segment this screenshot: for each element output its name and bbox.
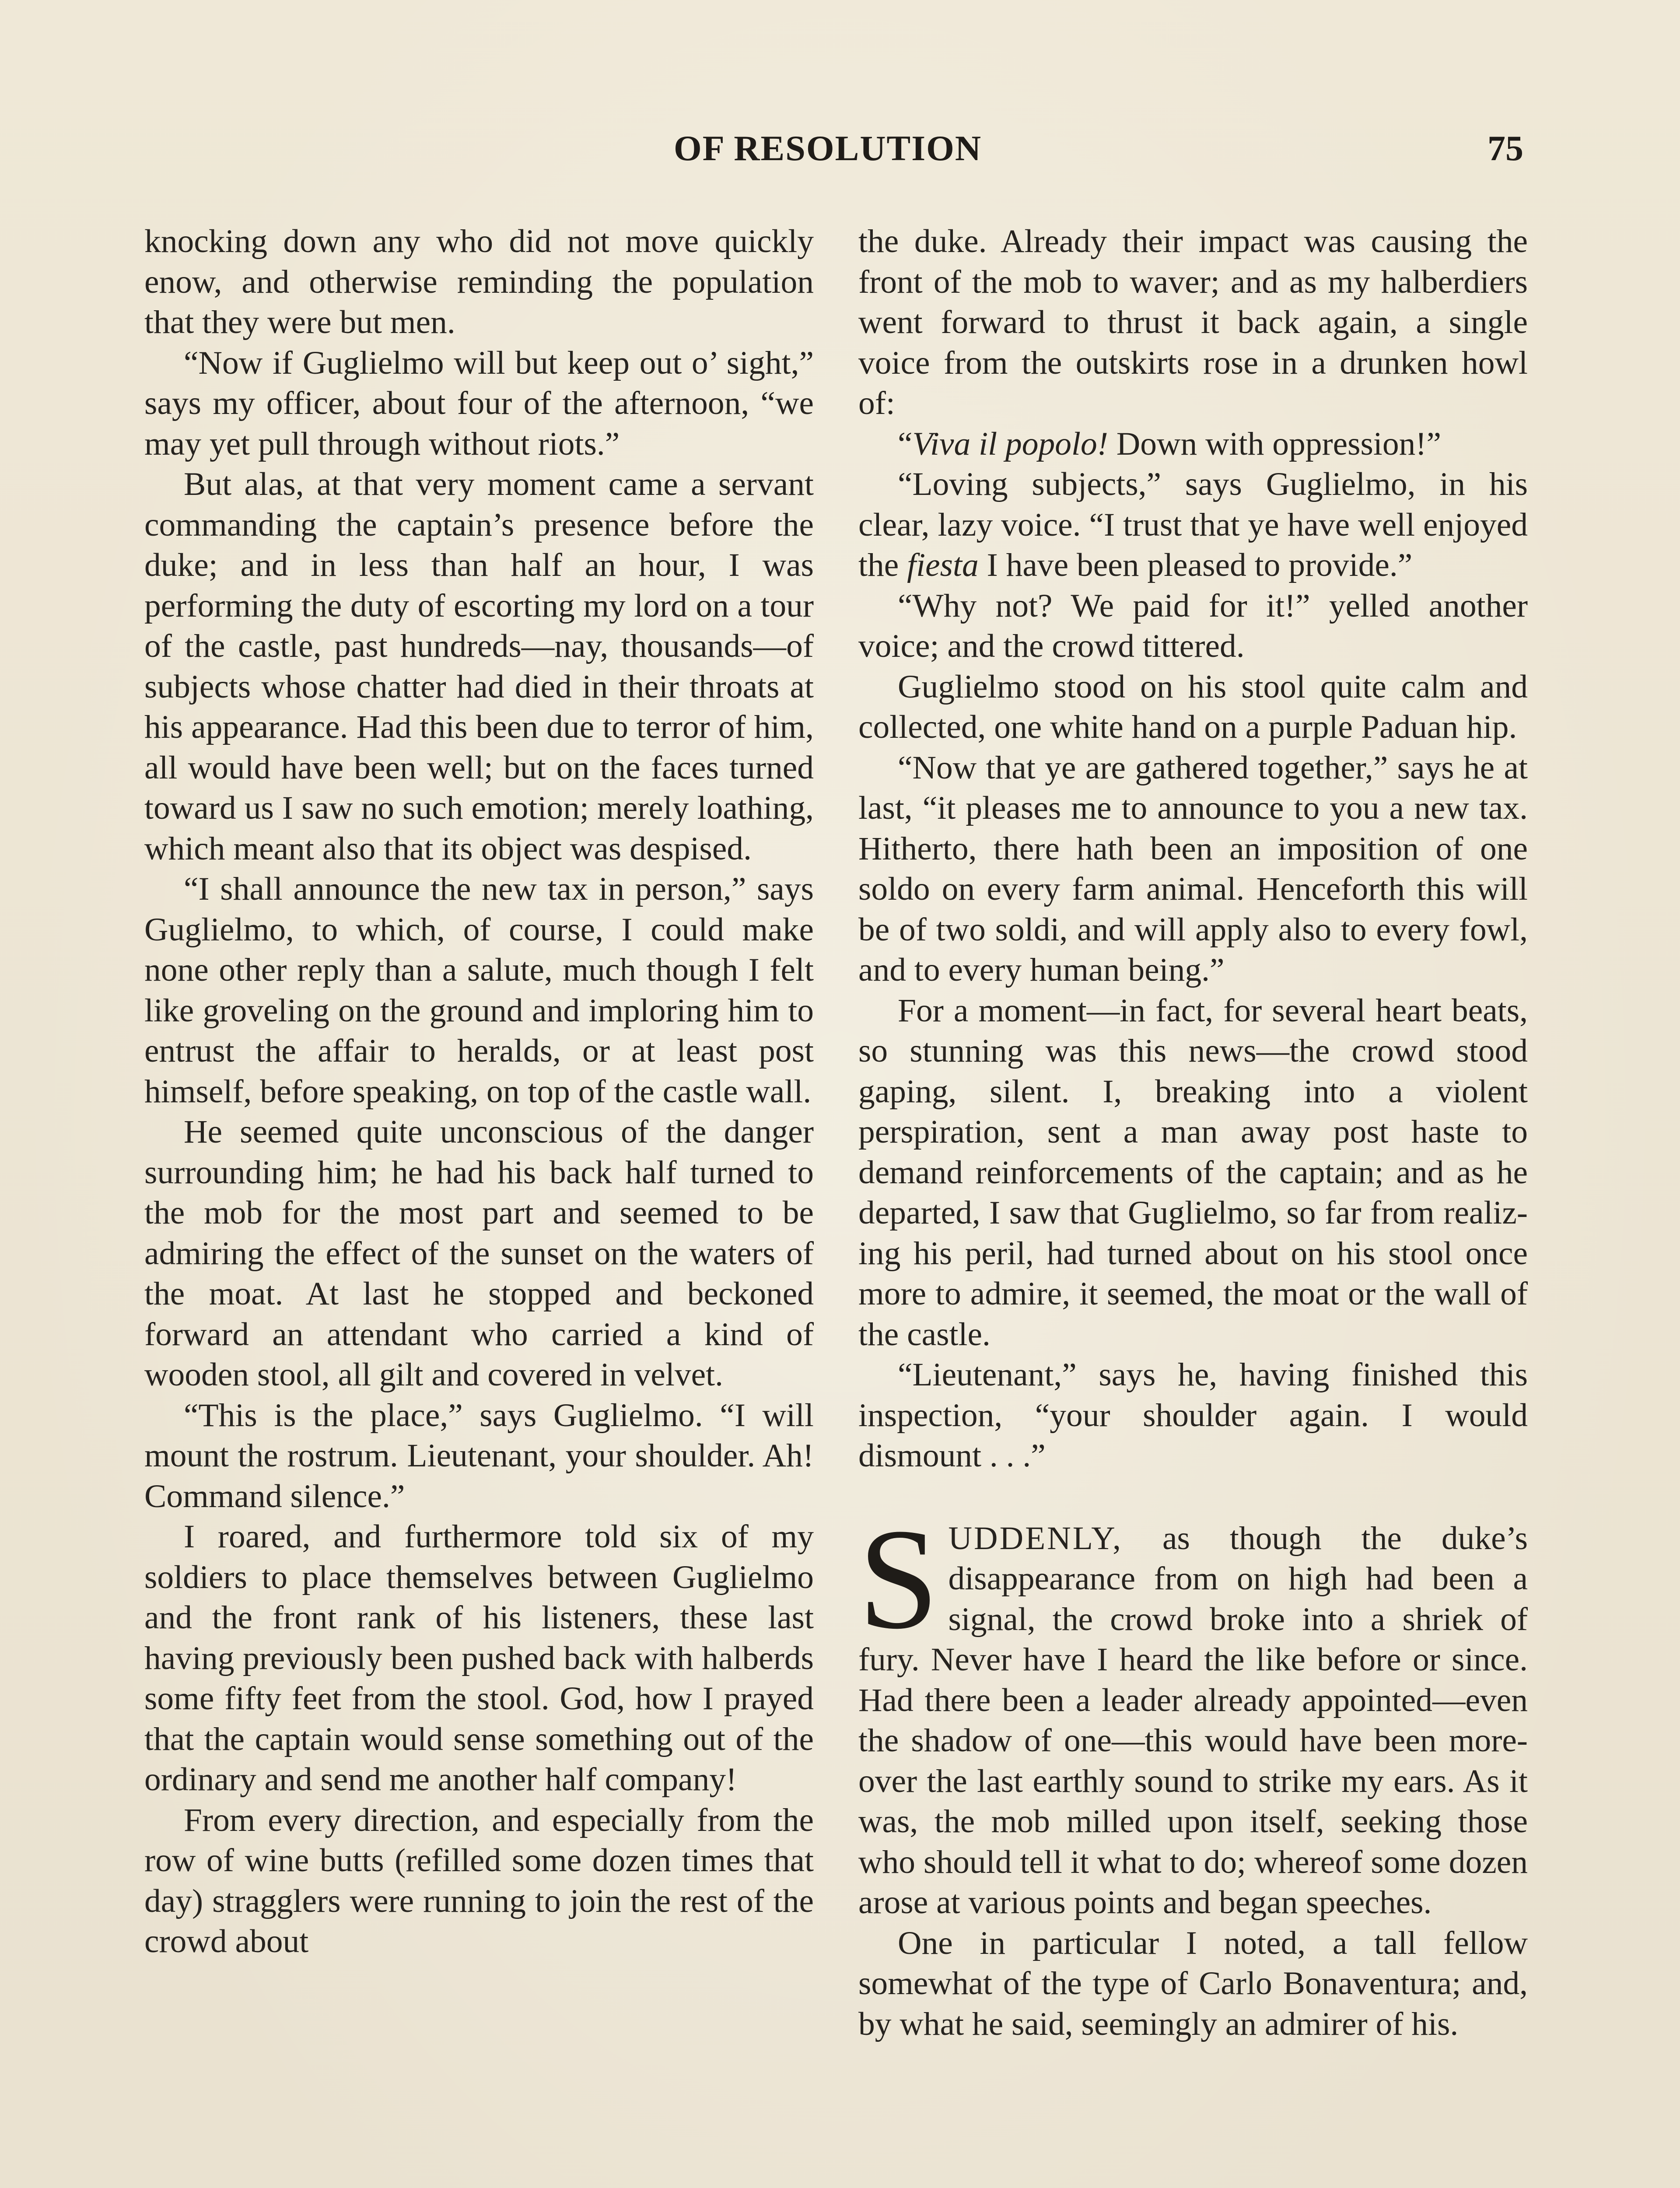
dropcap-paragraph [858, 1499, 1528, 1923]
paragraph: the duke. Already their impact was causing the front of the mob to waver; and as my halberdiers went forward to thrust it back again, a single voice from the outskirts rose in a drunken howl of: [858, 223, 1528, 421]
page-number: 75 [1488, 128, 1523, 168]
open-quote: “ [898, 425, 913, 462]
paragraph-cry [858, 424, 1528, 465]
text-run: as though the duke’s disappearance from on high had been a signal, the crowd broke into a shriek of fury. Never have I heard the like before or since. Had there been a leader already appointed—even the shadow of one—this would have been moreover the last earthly sound to strike my ears. As it was, the mob milled upon itself, seeking those who should tell it what to do; whereof some dozen arose at various points and began speeches. [858, 1520, 1528, 1921]
text-run: I have been pleased to provide.” [978, 547, 1413, 583]
paragraph: “Lieutenant,” says he, having finished this inspection, “your shoulder again. I would dismount . . .” [858, 1357, 1528, 1474]
text-run: “Loving subjects,” says Guglielmo, in his clear, lazy voice. “I trust that ye have well enjoyed the [858, 466, 1528, 583]
small-caps-word: UDDENLY, [948, 1520, 1123, 1557]
paragraph: “I shall announce the new tax in person,” says Guglielmo, to which, of course, I could make none other reply than a salute, much though I felt like groveling on the ground and imploring him to entrust the affair to heralds, or at least post himself, before speaking, on top of the castle wall. [144, 871, 814, 1110]
paragraph: “Why not? We paid for it!” yelled another voice; and the crowd tittered. [858, 587, 1528, 664]
running-head: OF RESOLUTION [674, 128, 982, 168]
italic-word: fiesta [907, 547, 979, 583]
paragraph: One in particular I noted, a tall fellow somewhat of the type of Carlo Bonaventura; and, by what he said, seemingly an admirer of his. [858, 1925, 1528, 2042]
paragraph: “Now if Guglielmo will but keep out o’ sight,” says my officer, about four of the afternoon, “we may yet pull through without riots.” [144, 344, 814, 462]
paragraph: He seemed quite unconscious of the danger surrounding him; he had his back half turned to the mob for the most part and seemed to be admiring the effect of the sunset on the waters of the moat. At last he stopped and beckoned forward an attendant who carried a kind of wooden stool, all gilt and covered in velvet. [144, 1114, 814, 1393]
left-column [144, 221, 814, 1962]
right-column [858, 221, 1528, 2044]
paragraph: “Now that ye are gathered together,” says he at last, “it pleases me to announce to you a new tax. Hitherto, there hath been an imposition of one soldo on every farm animal. Henceforth this will be of two soldi, and will apply also to every fowl, and to every human being.” [858, 749, 1528, 988]
italic-phrase: Viva il popolo! [912, 425, 1108, 462]
paragraph [858, 464, 1528, 586]
paragraph: From every direction, and especially from the row of wine butts (refilled some dozen times that day) stragglers were running to join the rest of the crowd about [144, 1802, 814, 1960]
paragraph: knocking down any who did not move quickly enow, and otherwise reminding the population that they were but men. [144, 223, 814, 340]
paragraph: “This is the place,” says Guglielmo. “I will mount the rostrum. Lieutenant, your shoulder. Ah! Command silence.” [144, 1397, 814, 1515]
cry-rest: Down with oppression!” [1108, 425, 1442, 462]
paragraph: But alas, at that very moment came a servant commanding the captain’s presence before the duke; and in less than half an hour, I was performing the duty of escorting my lord on a tour of the castle, past hundreds—nay, thousands—of subjects whose chatter had died in their throats at his appearance. Had this been due to terror of him, all would have been well; but on the faces turned toward us I saw no such emotion; merely loathing, which meant also that its object was despised. [144, 466, 814, 867]
section-break [858, 1476, 1528, 1518]
drop-cap: S [858, 1499, 939, 1659]
paragraph: I roared, and furthermore told six of my soldiers to place themselves between Guglielmo and the front rank of his listeners, these last having previously been pushed back with halberds some fifty feet from the stool. God, how I prayed that the captain would sense something out of the ordinary and send me another half company! [144, 1518, 814, 1798]
paragraph: Guglielmo stood on his stool quite calm and collected, one white hand on a purple Paduan hip. [858, 668, 1528, 745]
paragraph: For a moment—in fact, for several heart beats, so stunning was this news—the crowd stood gaping, silent. I, breaking into a violent perspiration, sent a man away post haste to demand reinforcements of the captain; and as he departed, I saw that Guglielmo, so far from realizing his peril, had turned about on his stool once more to admire, it seemed, the moat or the wall of the castle. [858, 992, 1528, 1353]
